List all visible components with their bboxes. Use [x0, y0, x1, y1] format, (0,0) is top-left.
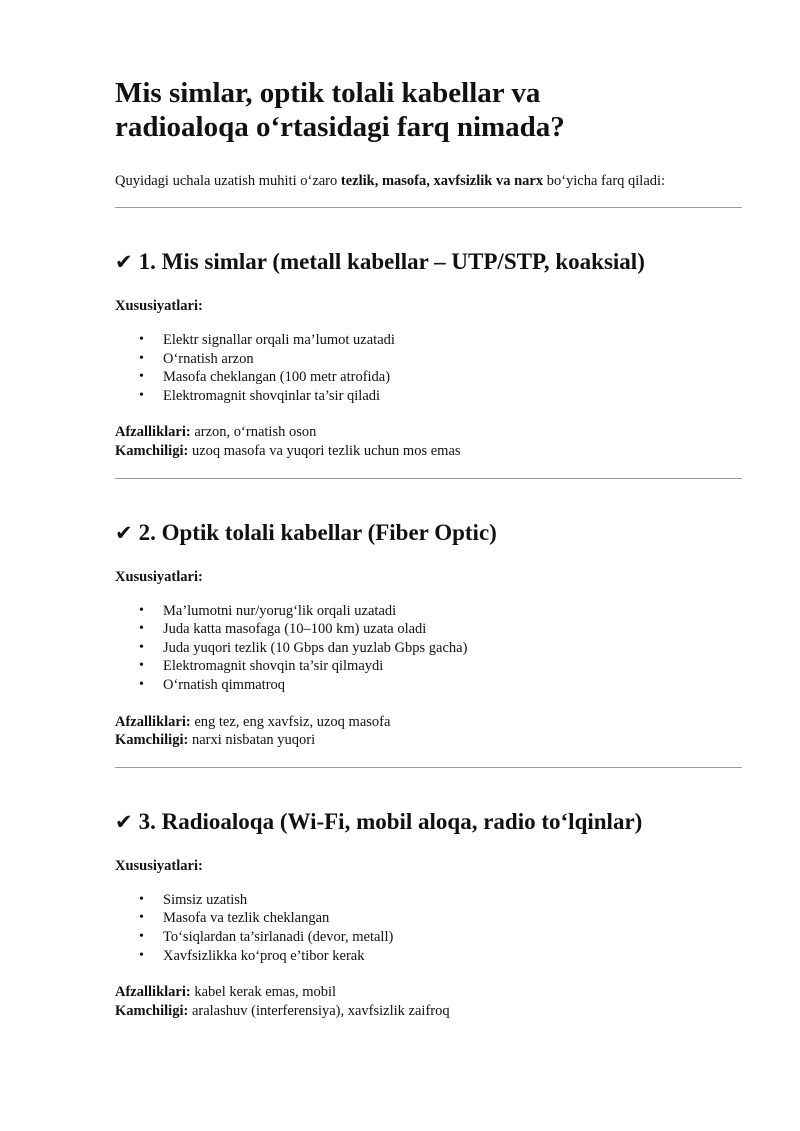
divider-intro [115, 207, 742, 208]
divider-1 [115, 478, 742, 479]
features-label: Xususiyatlari: [115, 298, 203, 314]
cons-text: narxi nisbatan yuqori [191, 732, 316, 749]
list-item: • O‘rnatish qimmatroq [163, 676, 742, 695]
cons-line [115, 731, 742, 750]
check-icon: ✔ [115, 250, 133, 274]
cons-line [115, 442, 742, 461]
list-item: • Masofa cheklangan (100 metr atrofida) [163, 368, 742, 387]
features-label: Xususiyatlari: [115, 857, 203, 874]
section-heading [115, 248, 742, 276]
list-item: • Elektr signallar orqali ma’lumot uzatadi [163, 331, 742, 350]
cons-text: uzoq masofa va yuqori tezlik uchun mos emas [191, 442, 461, 459]
list-item: • O‘rnatish arzon [163, 350, 742, 369]
list-item: • Elektromagnit shovqinlar ta’sir qiladi [163, 387, 742, 406]
section-radio [115, 808, 742, 1021]
intro-text-end: bo‘yicha farq qiladi: [543, 173, 666, 189]
section-heading-text: 3. Radioaloqa (Wi-Fi, mobil aloqa, radio to‘lqinlar) [138, 808, 643, 834]
pros-label: Afzalliklari: [115, 713, 191, 730]
list-item: • To‘siqlardan ta’sirlanadi (devor, metall) [163, 928, 742, 947]
list-item: • Juda katta masofaga (10–100 km) uzata oladi [163, 620, 742, 639]
pros-line [115, 713, 742, 732]
pros-text: kabel kerak emas, mobil [194, 984, 337, 1001]
cons-label: Kamchiligi: [115, 732, 189, 749]
section-heading [115, 519, 742, 547]
pros-text: eng tez, eng xavfsiz, uzoq masofa [194, 713, 391, 730]
section-fiber-optic [115, 519, 742, 750]
pros-line [115, 983, 742, 1002]
section-heading-text: 2. Optik tolali kabellar (Fiber Optic) [138, 519, 497, 545]
pros-label: Afzalliklari: [115, 424, 191, 441]
divider-2 [115, 767, 742, 768]
pros-label: Afzalliklari: [115, 984, 191, 1001]
cons-line [115, 1002, 742, 1021]
pros-text: arzon, o‘rnatish oson [194, 424, 317, 441]
page-title: Mis simlar, optik tolali kabellar va radioaloqa o‘rtasidagi farq nimada? [115, 77, 565, 143]
list-item: • Masofa va tezlik cheklangan [163, 909, 742, 928]
list-item: • Juda yuqori tezlik (10 Gbps dan yuzlab Gbps gacha) [163, 639, 742, 658]
pros-line [115, 423, 742, 442]
features-label: Xususiyatlari: [115, 568, 203, 585]
features-list [115, 331, 742, 405]
section-heading-text: 1. Mis simlar (metall kabellar – UTP/STP, koaksial) [138, 249, 645, 274]
features-list [115, 891, 742, 965]
cons-label: Kamchiligi: [115, 1002, 189, 1019]
section-copper-wires [115, 248, 742, 461]
list-item: • Simsiz uzatish [163, 891, 742, 910]
check-icon: ✔ [115, 809, 133, 834]
list-item: • Xavfsizlikka ko‘proq e’tibor kerak [163, 947, 742, 966]
check-icon: ✔ [115, 520, 133, 545]
intro-paragraph [115, 172, 742, 190]
cons-label: Kamchiligi: [115, 442, 189, 459]
intro-text-bold: tezlik, masofa, xavfsizlik va narx [340, 173, 544, 189]
intro-text-start: Quyidagi uchala uzatish muhiti o‘zaro [115, 173, 341, 189]
cons-text: aralashuv (interferensiya), xavfsizlik zaifroq [191, 1002, 450, 1019]
features-list [115, 602, 742, 695]
list-item: • Elektromagnit shovqin ta’sir qilmaydi [163, 657, 742, 676]
list-item: • Ma’lumotni nur/yorug‘lik orqali uzatadi [163, 602, 742, 621]
section-heading [115, 808, 742, 836]
